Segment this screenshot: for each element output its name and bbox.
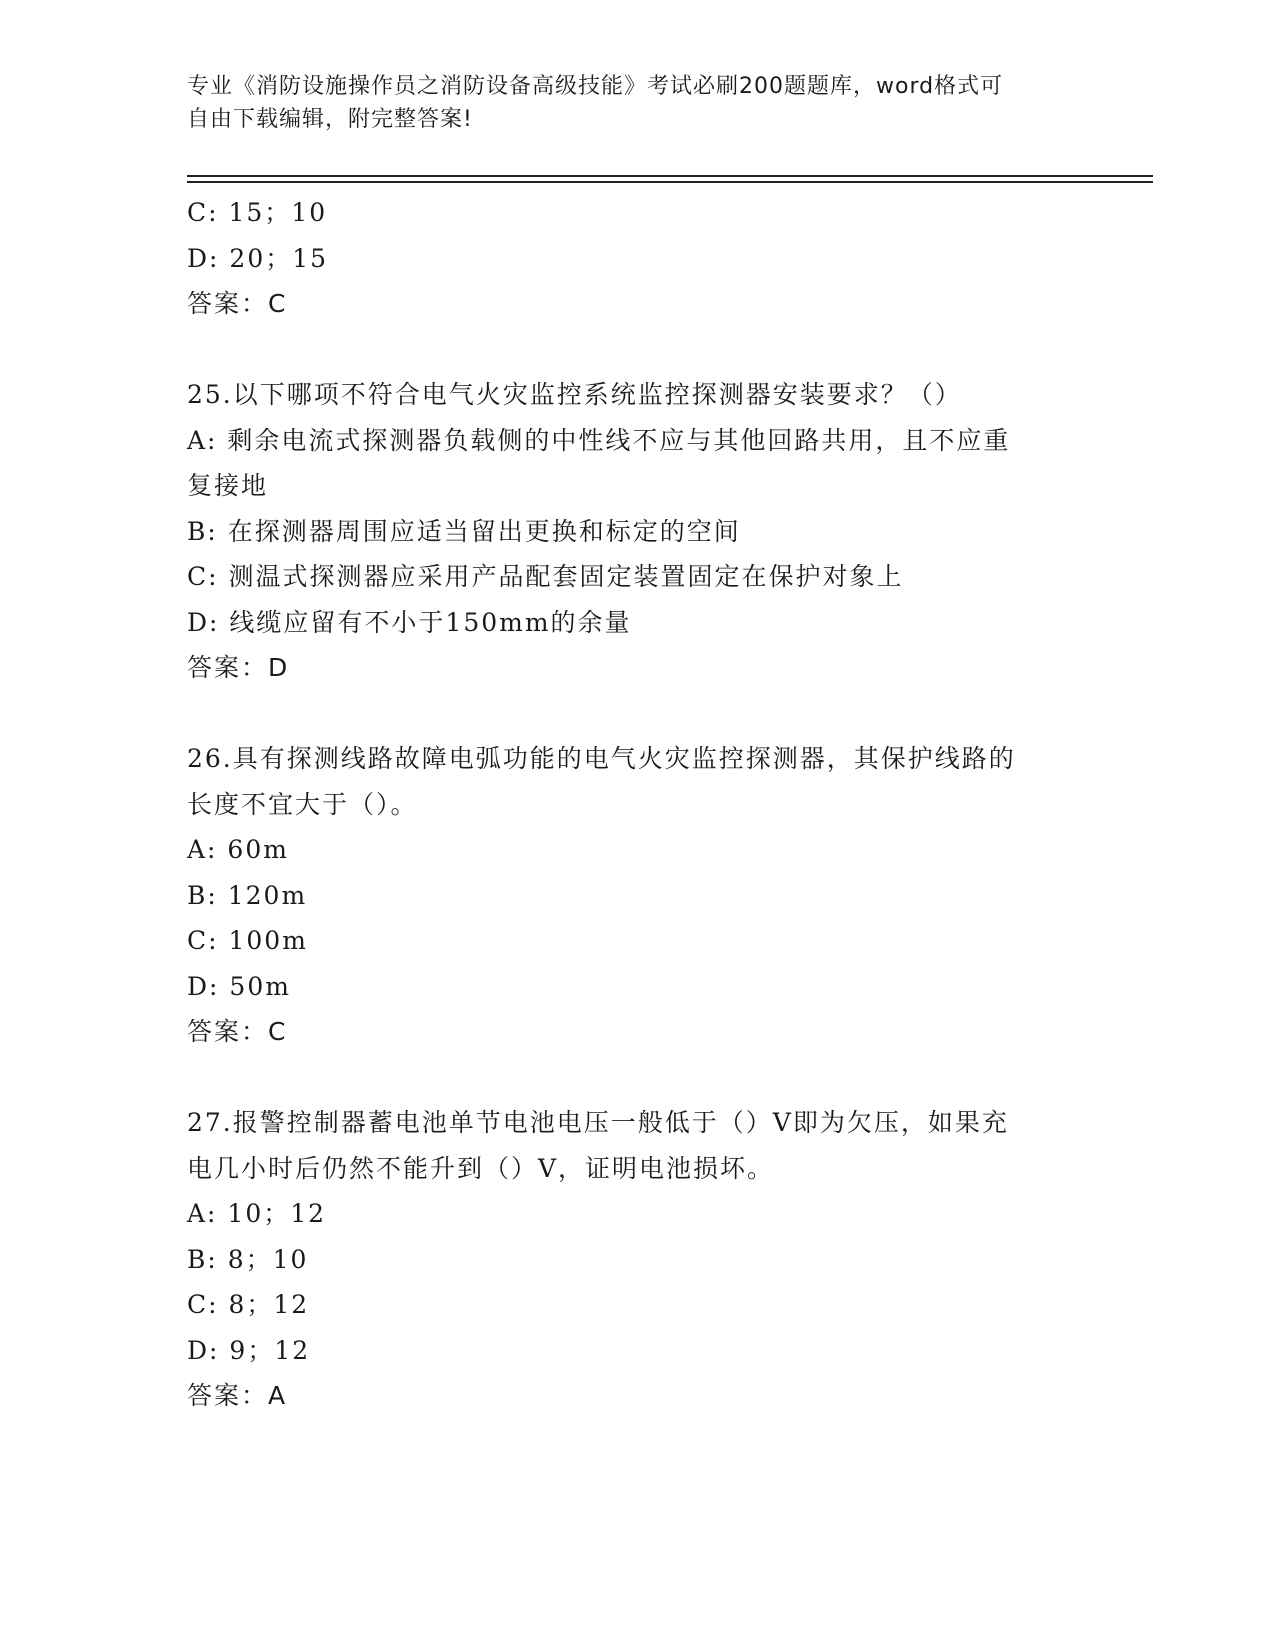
option-b: B: 8；10	[187, 1244, 309, 1274]
prev-question-tail	[187, 190, 1087, 327]
option-a: A: 剩余电流式探测器负载侧的中性线不应与其他回路共用，且不应重	[187, 425, 1011, 455]
question-26	[187, 736, 1087, 1055]
header-divider-top	[187, 175, 1153, 177]
option-d: D: 50m	[187, 971, 291, 1001]
document-body	[187, 190, 1087, 1419]
option-a-continued: 复接地	[187, 471, 269, 500]
answer-line: 答案：D	[187, 653, 290, 682]
option-c: C: 15；10	[187, 198, 328, 227]
answer-line: 答案：A	[187, 1381, 288, 1410]
header-divider-bottom	[187, 181, 1153, 183]
option-a: A: 60m	[187, 835, 289, 864]
header-line-1: 专业《消防设施操作员之消防设备高级技能》考试必刷200题题库，word格式可	[187, 74, 1004, 99]
document-header	[187, 70, 1087, 136]
question-stem-continued: 长度不宜大于（）。	[187, 789, 418, 819]
option-b: B: 在探测器周围应适当留出更换和标定的空间	[187, 516, 741, 546]
option-a: A: 10；12	[187, 1199, 327, 1228]
question-stem-continued: 电几小时后仍然不能升到（）V，证明电池损坏。	[187, 1153, 775, 1183]
question-stem: 26.具有探测线路故障电弧功能的电气火灾监控探测器，其保护线路的	[187, 744, 1016, 773]
option-b: B: 120m	[187, 880, 308, 910]
option-c: C: 测温式探测器应采用产品配套固定装置固定在保护对象上	[187, 562, 904, 591]
option-c: C: 100m	[187, 926, 308, 955]
question-27	[187, 1100, 1087, 1419]
answer-line: 答案：C	[187, 289, 288, 318]
question-stem: 25.以下哪项不符合电气火灾监控系统监控探测器安装要求？（）	[187, 380, 962, 409]
option-c: C: 8；12	[187, 1290, 310, 1319]
option-d: D: 20；15	[187, 243, 329, 273]
option-d: D: 9；12	[187, 1335, 311, 1365]
answer-line: 答案：C	[187, 1017, 288, 1046]
option-d: D: 线缆应留有不小于150mm的余量	[187, 607, 632, 637]
question-25	[187, 372, 1087, 691]
question-stem: 27.报警控制器蓄电池单节电池电压一般低于（）V即为欠压，如果充	[187, 1108, 1009, 1137]
header-line-2: 自由下载编辑，附完整答案!	[187, 107, 473, 132]
